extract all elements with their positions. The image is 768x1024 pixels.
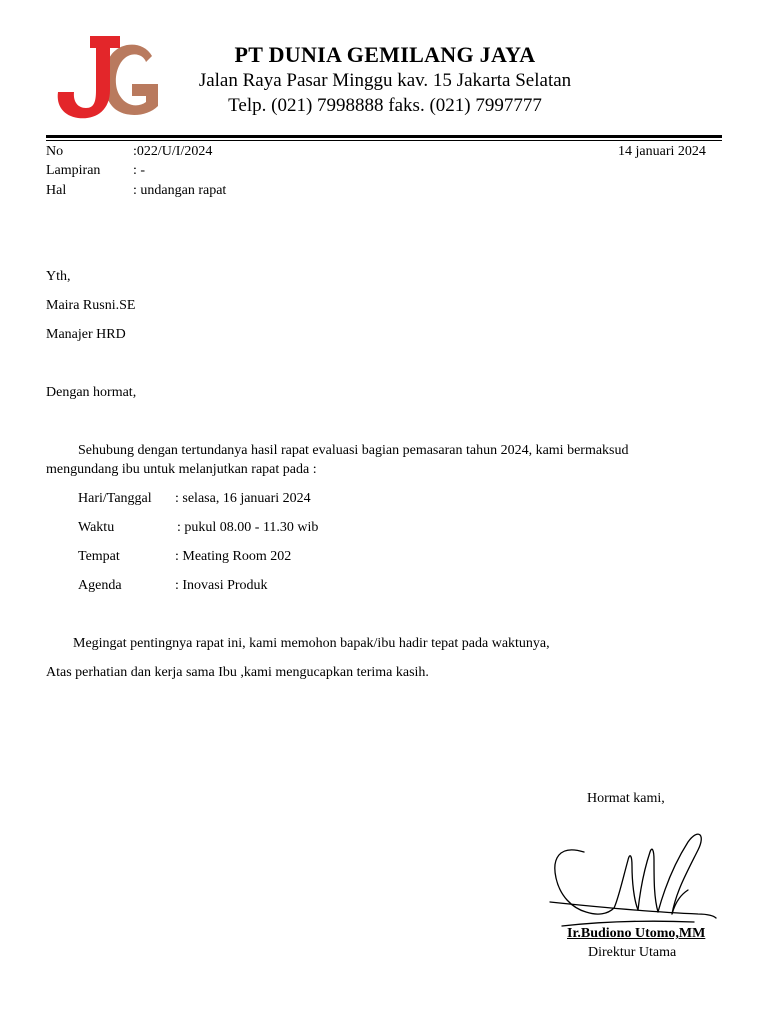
reminder-text: Megingat pentingnya rapat ini, kami memohon bapak/ibu hadir tepat pada waktunya, — [73, 636, 550, 651]
company-address: Jalan Raya Pasar Minggu kav. 15 Jakarta Selatan — [198, 70, 572, 91]
company-phone: Telp. (021) 7998888 faks. (021) 7997777 — [228, 95, 542, 116]
closing-text: Atas perhatian dan kerja sama Ibu ,kami mengucapkan terima kasih. — [46, 665, 429, 680]
recipient-title: Manajer HRD — [46, 327, 126, 342]
detail-label: Tempat — [78, 549, 120, 564]
recipient-name: Maira Rusni.SE — [46, 298, 136, 313]
signature-image — [548, 830, 718, 940]
greeting: Dengan hormat, — [46, 385, 137, 400]
detail-value: : Meating Room 202 — [175, 549, 292, 564]
intro-line-2: mengundang ibu untuk melanjutkan rapat pada : — [46, 462, 317, 477]
no-label: No — [46, 144, 64, 159]
signer-name: Ir.Budiono Utomo,MM — [567, 926, 706, 941]
signer-title: Direktur Utama — [588, 945, 677, 960]
logo-letter-g — [104, 45, 158, 115]
no-value: :022/U/I/2024 — [133, 144, 213, 159]
detail-value: : Inovasi Produk — [175, 578, 268, 593]
detail-value: : selasa, 16 januari 2024 — [175, 491, 311, 506]
hal-label: Hal — [46, 183, 67, 198]
regards-text: Hormat kami, — [587, 791, 665, 806]
header-divider-thick — [46, 135, 722, 138]
lampiran-value: : - — [133, 163, 146, 178]
intro-line-1: Sehubung dengan tertundanya hasil rapat evaluasi bagian pemasaran tahun 2024, kami bermaksud — [78, 443, 629, 458]
company-logo — [54, 34, 162, 124]
recipient-salutation: Yth, — [46, 269, 71, 284]
header-divider-thin — [46, 140, 722, 141]
detail-label: Hari/Tanggal — [78, 491, 152, 506]
hal-value: : undangan rapat — [133, 183, 227, 198]
company-name: PT DUNIA GEMILANG JAYA — [234, 42, 536, 67]
letter-date: 14 januari 2024 — [618, 144, 706, 159]
detail-value: : pukul 08.00 - 11.30 wib — [177, 520, 319, 535]
detail-label: Waktu — [78, 520, 115, 535]
lampiran-label: Lampiran — [46, 163, 101, 178]
detail-label: Agenda — [78, 578, 122, 593]
